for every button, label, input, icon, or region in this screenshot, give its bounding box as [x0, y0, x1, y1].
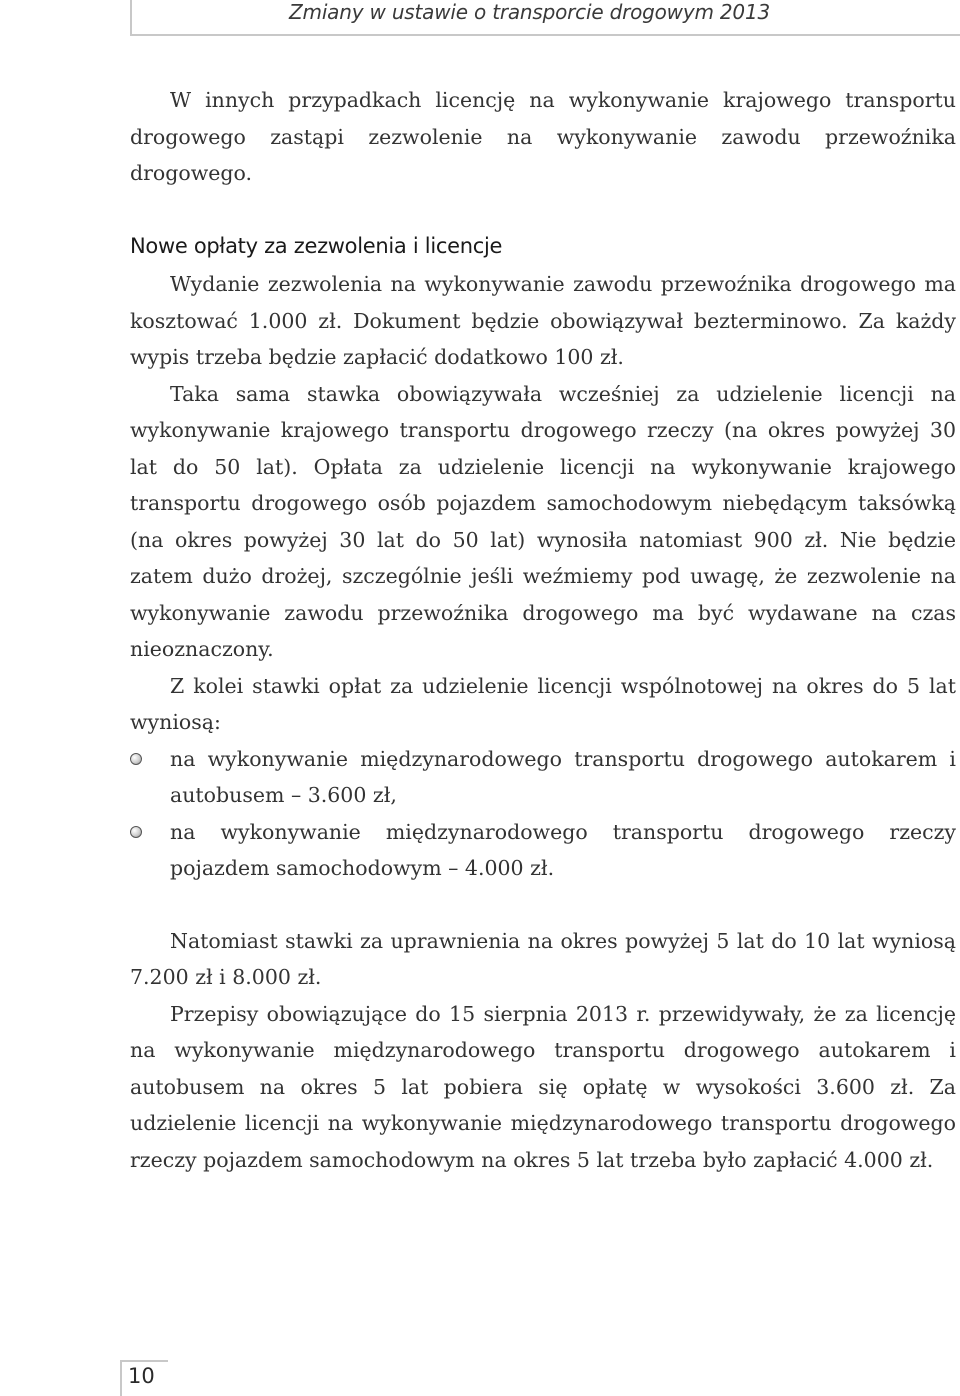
- running-header-title: Zmiany w ustawie o transporcie drogowym 2013: [289, 0, 770, 24]
- paragraph: Przepisy obowiązujące do 15 sierpnia 2013 r. przewidywały, że za licencję na wykonywanie międzynarodowego transportu drogowego autokarem i autobusem na okres 5 lat pobiera się opłatę w wysokości 3.600 zł. Za udzielenie licencji na wykonywanie międzynarodowego transportu drogowego rzeczy pojazdem samochodowym na okres 5 lat trzeba było zapłacić 4.000 zł.: [130, 1001, 956, 1172]
- running-header: [130, 0, 960, 36]
- page-body: [130, 82, 956, 1178]
- list-item: [130, 741, 956, 814]
- paragraph: Wydanie zezwolenia na wykonywanie zawodu przewoźnika drogowego ma kosztować 1.000 zł. Dokument będzie obowiązywał bezterminowo. Za każdy wypis trzeba będzie zapłacić dodatkowo 100 zł.: [130, 272, 956, 369]
- paragraph: Taka sama stawka obowiązywała wcześniej za udzielenie licencji na wykonywanie krajowego transportu drogowego rzeczy (na okres powyżej 30 lat do 50 lat). Opłata za udzielenie licencji na wykonywanie krajowego transportu drogowego osób pojazdem samochodowym niebędącym taksówką (na okres powyżej 30 lat do 50 lat) wynosiła natomiast 900 zł. Nie będzie zatem dużo drożej, szczególnie jeśli weźmiemy pod uwagę, że zezwolenie na wykonywanie zawodu przewoźnika drogowego ma być wydawane na czas nieoznaczony.: [130, 381, 956, 661]
- bullet-list: [130, 741, 956, 887]
- list-item-text: na wykonywanie międzynarodowego transportu drogowego autokarem i autobusem – 3.600 zł,: [170, 746, 956, 807]
- list-item: [130, 814, 956, 887]
- bullet-icon: [130, 826, 142, 838]
- page-number-box: [120, 1360, 168, 1396]
- section-heading: Nowe opłaty za zezwolenia i licencje: [130, 233, 503, 258]
- paragraph: Natomiast stawki za uprawnienia na okres powyżej 5 lat do 10 lat wyniosą 7.200 zł i 8.000 zł.: [130, 928, 956, 989]
- blank-line: [130, 887, 956, 923]
- paragraph: Z kolei stawki opłat za udzielenie licencji wspólnotowej na okres do 5 lat wyniosą:: [130, 673, 956, 734]
- paragraph: W innych przypadkach licencję na wykonywanie krajowego transportu drogowego zastąpi zezwolenie na wykonywanie zawodu przewoźnika drogowego.: [130, 88, 956, 185]
- list-item-text: na wykonywanie międzynarodowego transportu drogowego rzeczy pojazdem samochodowym – 4.000 zł.: [170, 819, 956, 880]
- page-number: 10: [128, 1364, 155, 1388]
- bullet-icon: [130, 753, 142, 765]
